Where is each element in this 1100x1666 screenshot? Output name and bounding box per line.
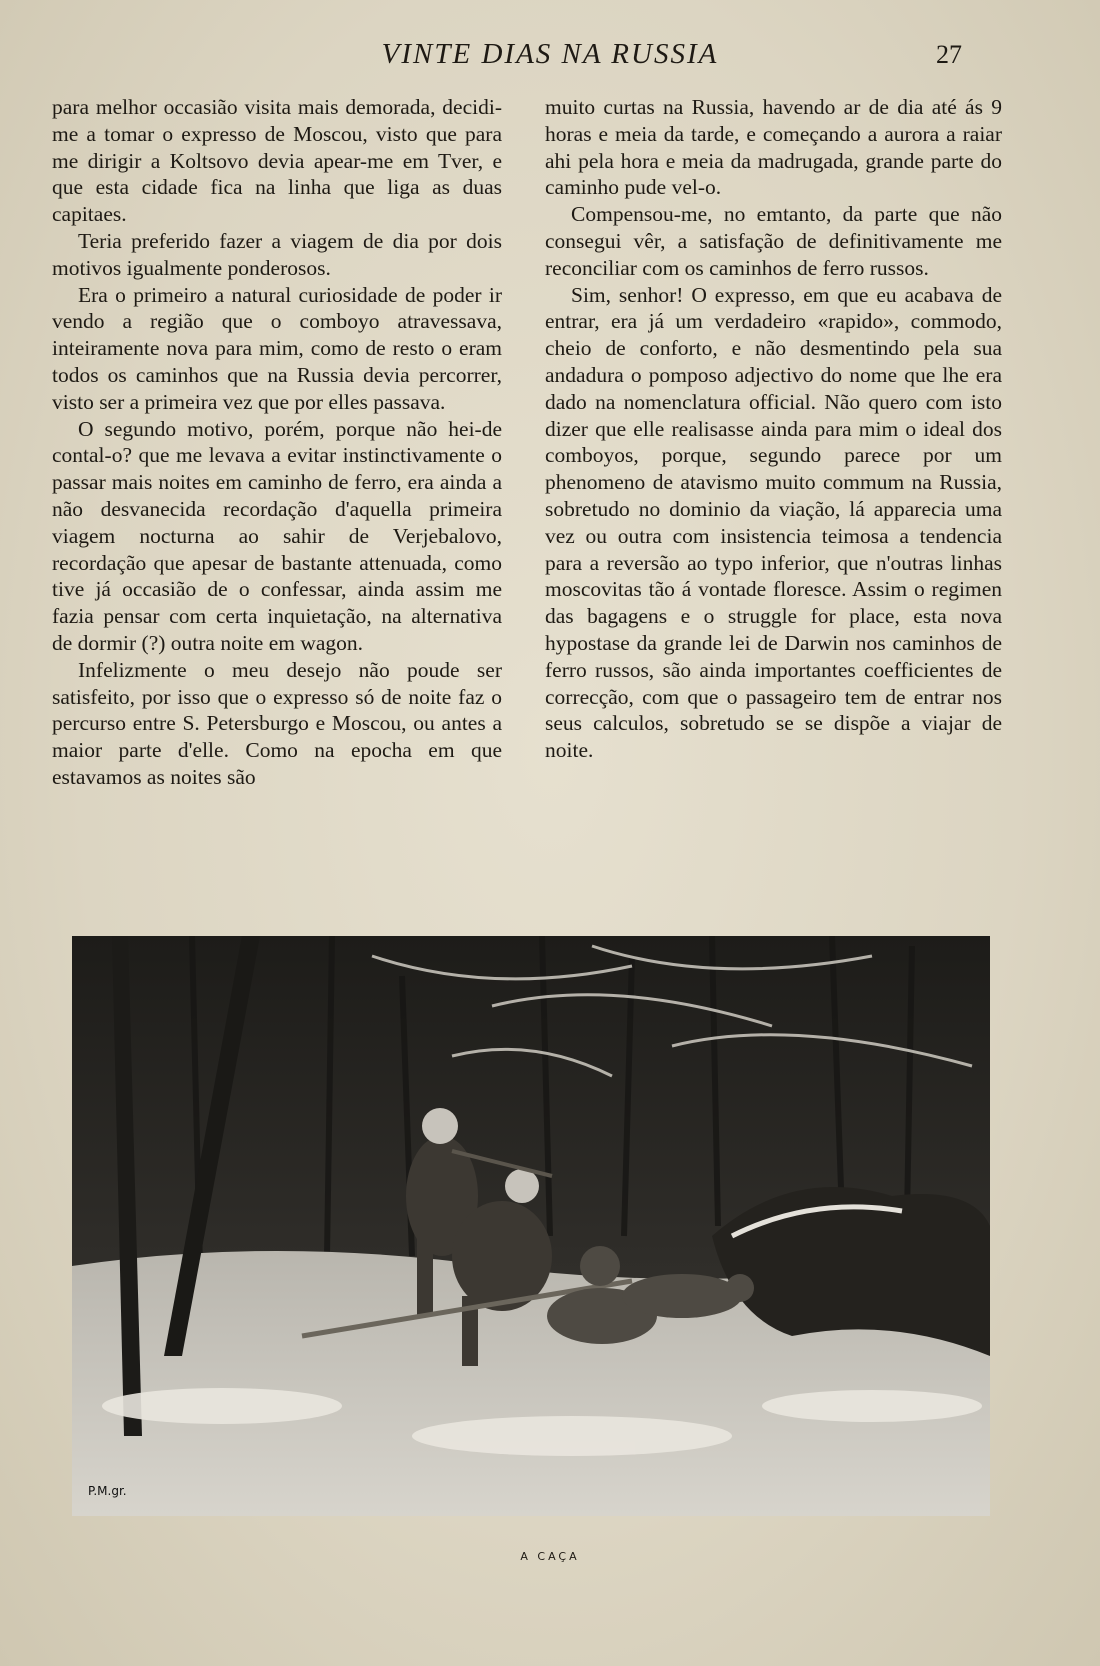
paragraph: Era o primeiro a natural curiosidade de poder ir vendo a região que o comboyo atravessava, inteiramente nova para mim, como de resto o eram todos os caminhos que na Russia devia percorrer, visto ser a primeira vez que por elles passava. [52,282,502,414]
page-number: 27 [936,40,962,69]
paragraph: O segundo motivo, porém, porque não hei-de contal-o? que me levava a evitar instinctivamente o passar mais noites em caminho de ferro, era ainda a não desvanecida recordação d'aquella primeira viagem nocturna ao sahir de Verjebalovo, recordação que apesar de bastante attenuada, como tive já occasião de o confessar, ainda assim me fazia pensar com certa inquietação, na alternativa de dormir (?) outra noite em wagon. [52,416,502,655]
hunting-scene-drawing [72,936,990,1516]
page-header [0,38,1100,78]
hunting-illustration [72,936,990,1516]
right-text-column [545,94,1002,764]
paragraph: Sim, senhor! O expresso, em que eu acabava de entrar, era já um verdadeiro «rapido», commodo, cheio de conforto, e não desmentindo pela sua andadura o pomposo adjectivo do nome que lhe era dado na nomenclatura official. Não quero com isto dizer que elle realisasse ainda para mim o ideal dos comboyos, porque, segundo parece por um phenomeno de atavismo muito commum na Russia, sobretudo no dominio da viação, lá apparecia uma vez ou outra com insistencia teimosa a tendencia para a reversão ao typo inferior, que n'outras linhas moscovitas tão á vontade floresce. Assim o regimen das bagagens e o struggle for place, esta nova hypostase da grande lei de Darwin nos caminhos de ferro russos, são ainda importantes coefficientes de correcção, com que o passageiro tem de entrar nos seus calculos, sobretudo se se dispõe a viajar de noite. [545,282,1002,763]
paragraph: para melhor occasião visita mais demorada, decidi-me a tomar o expresso de Moscou, visto que para me dirigir a Koltsovo devia apear-me em Tver, e que esta cidade fica na linha que liga as duas capitaes. [52,95,502,227]
paragraph: Compensou-me, no emtanto, da parte que não consegui vêr, a satisfação de definitivamente me reconciliar com os caminhos de ferro russos. [545,202,1002,280]
artist-signature: P.M.gr. [88,1484,127,1498]
illustration-caption: A CAÇA [520,1550,580,1563]
paragraph: Infelizmente o meu desejo não poude ser satisfeito, por isso que o expresso só de noite faz o percurso entre S. Petersburgo e Moscou, ou antes a maior parte d'elle. Como na epocha em que estavamos as noites são [52,657,502,789]
running-title: VINTE DIAS NA RUSSIA [381,38,719,70]
paragraph: Teria preferido fazer a viagem de dia por dois motivos igualmente ponderosos. [52,228,502,280]
left-text-column [52,94,502,791]
paragraph: muito curtas na Russia, havendo ar de dia até ás 9 horas e meia da tarde, e começando a aurora a raiar ahi pela hora e meia da madrugada, grande parte do caminho pude vel-o. [545,95,1002,200]
